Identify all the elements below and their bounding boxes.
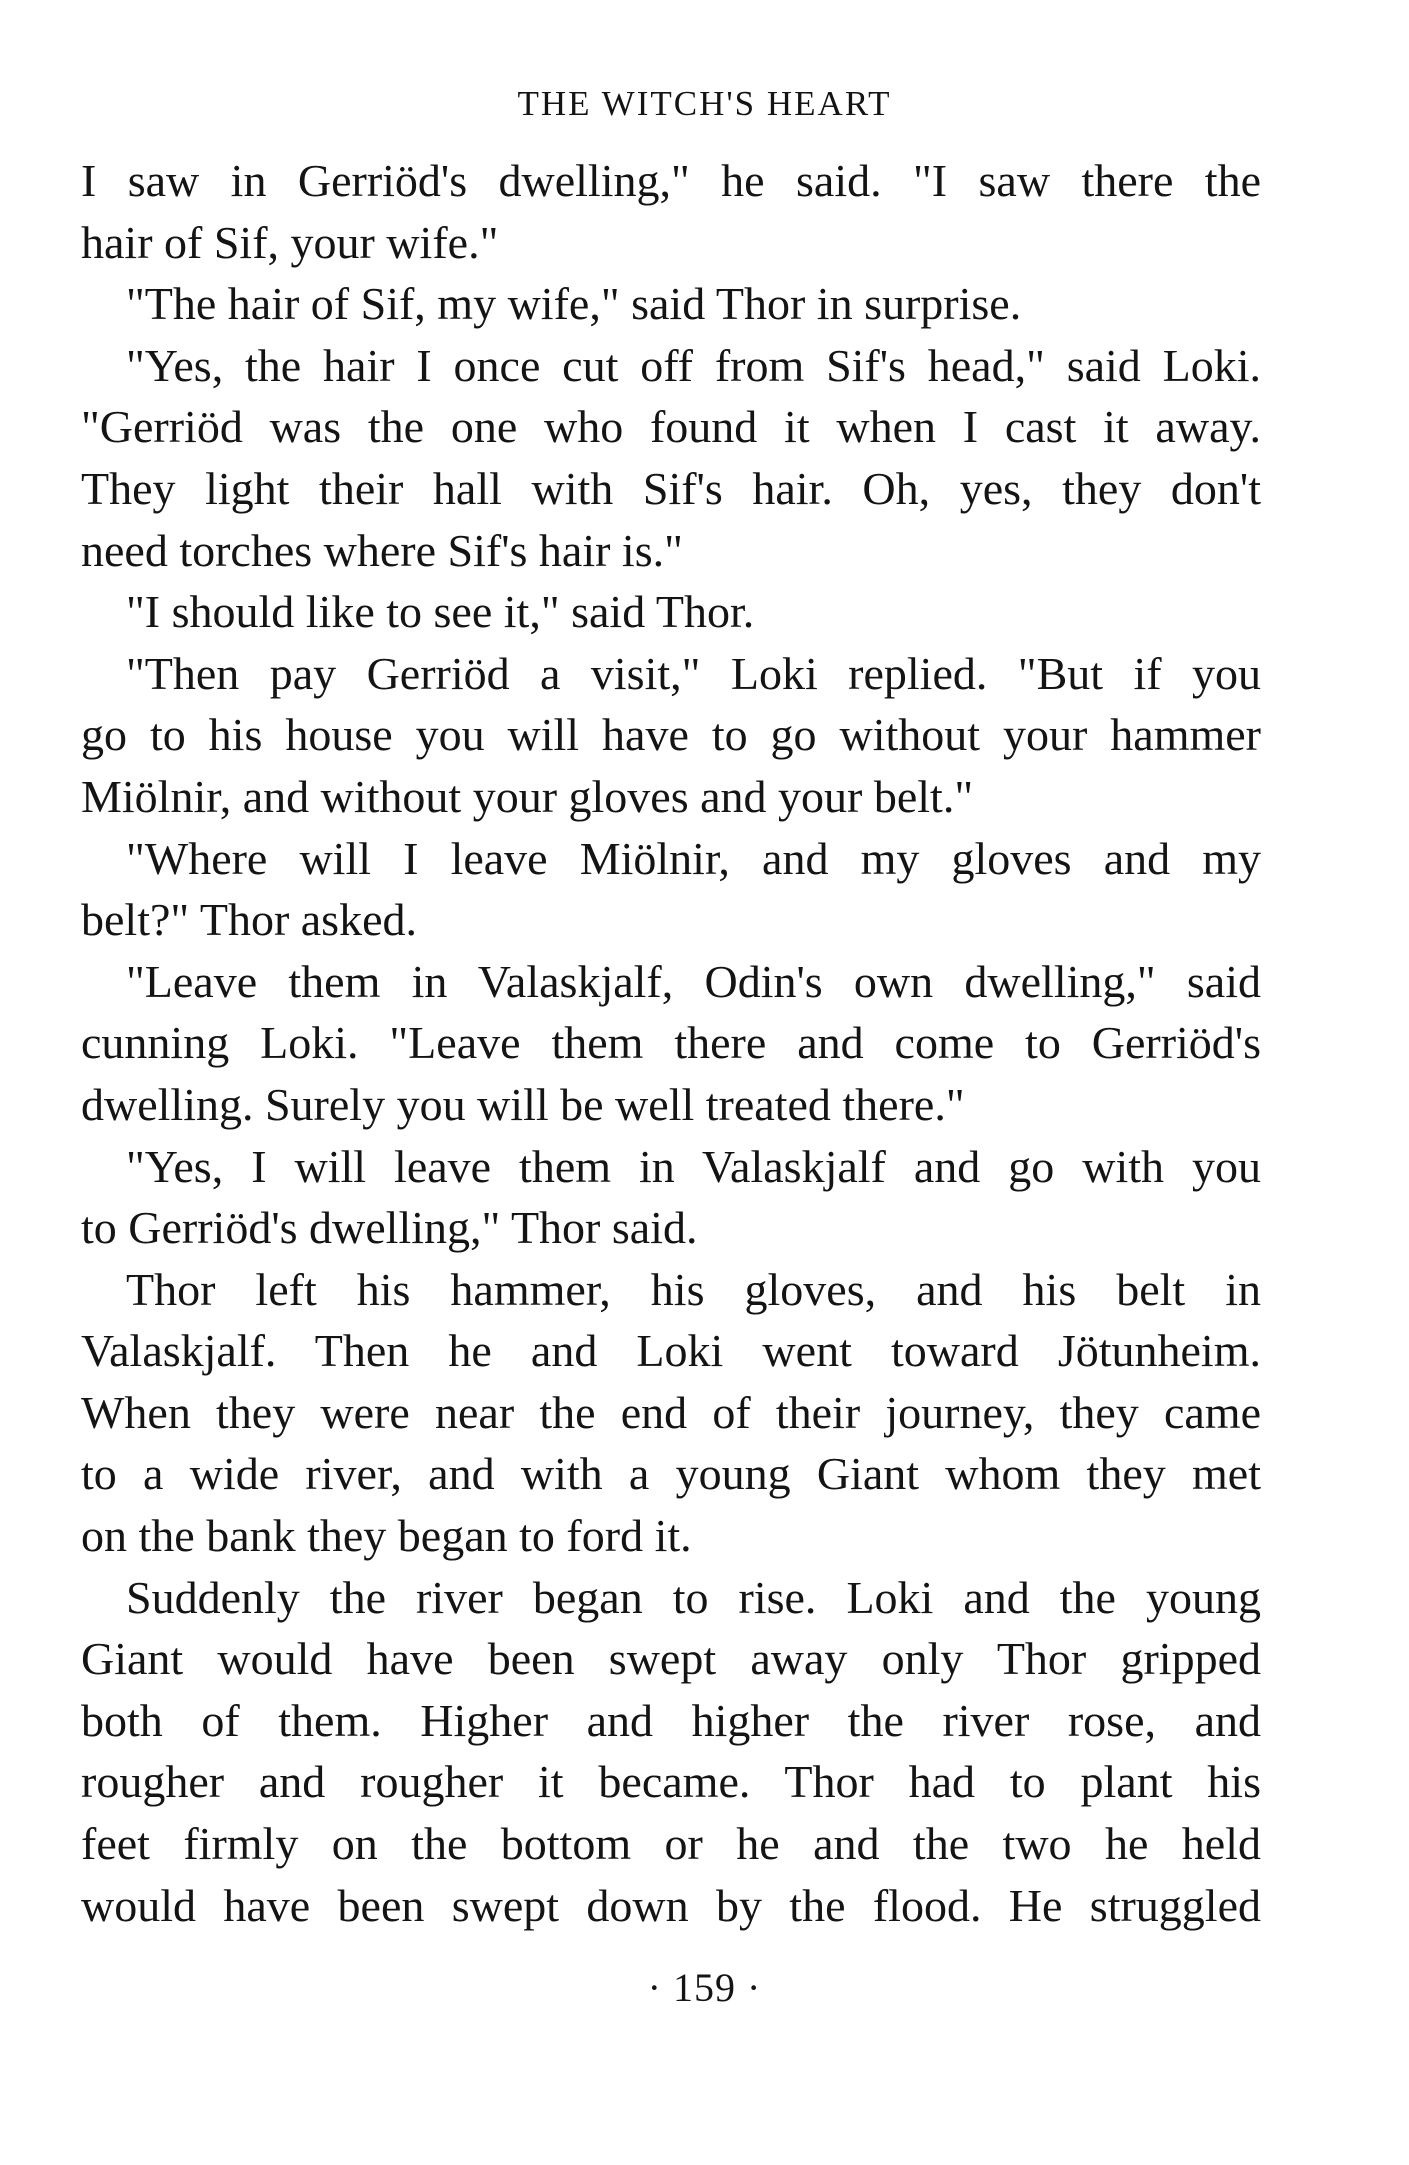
text-line: rougher and rougher it became. Thor had to plant his [81, 1756, 1261, 1808]
text-line: on the bank they began to ford it. [81, 1510, 692, 1562]
text-line: "Where will I leave Miölnir, and my gloves and my [126, 832, 1261, 884]
text-line: to a wide river, and with a young Giant whom they met [81, 1448, 1261, 1500]
text-line: go to his house you will have to go without your hammer [81, 709, 1261, 761]
text-line: They light their hall with Sif's hair. Oh, yes, they don't [81, 462, 1261, 514]
text-line: feet firmly on the bottom or he and the two he held [81, 1818, 1261, 1870]
text-line: When they were near the end of their journey, they came [81, 1386, 1261, 1438]
text-line: Valaskjalf. Then he and Loki went toward Jötunheim. [81, 1325, 1261, 1377]
text-line: "Gerriöd was the one who found it when I cast it away. [81, 401, 1261, 453]
text-line: cunning Loki. "Leave them there and come to Gerriöd's [81, 1017, 1261, 1069]
body-text [81, 150, 1261, 1936]
text-line: Miölnir, and without your gloves and your belt." [81, 770, 974, 822]
text-line: Thor left his hammer, his gloves, and his belt in [126, 1263, 1261, 1315]
text-line: dwelling. Surely you will be well treated there." [81, 1078, 965, 1130]
text-line: Giant would have been swept away only Thor gripped [81, 1633, 1261, 1685]
text-line: would have been swept down by the flood. He struggled [81, 1879, 1261, 1931]
text-line: need torches where Sif's hair is." [81, 524, 683, 576]
running-head: THE WITCH'S HEART [517, 84, 892, 123]
text-line: "I should like to see it," said Thor. [126, 586, 755, 638]
text-line: Suddenly the river began to rise. Loki and the young [126, 1571, 1261, 1623]
text-line: "Then pay Gerriöd a visit," Loki replied. "But if you [126, 647, 1261, 699]
text-line: belt?" Thor asked. [81, 894, 417, 946]
text-line: "Leave them in Valaskjalf, Odin's own dwelling," said [126, 955, 1261, 1007]
text-line: hair of Sif, your wife." [81, 216, 499, 268]
text-line: I saw in Gerriöd's dwelling," he said. "I saw there the [81, 155, 1261, 206]
text-line: to Gerriöd's dwelling," Thor said. [81, 1202, 698, 1254]
page-number: · 159 · [647, 1965, 762, 2010]
text-line: "Yes, the hair I once cut off from Sif's head," said Loki. [126, 339, 1261, 391]
text-line: "Yes, I will leave them in Valaskjalf and go with you [126, 1140, 1261, 1192]
text-line: both of them. Higher and higher the river rose, and [81, 1694, 1261, 1746]
text-line: "The hair of Sif, my wife," said Thor in surprise. [126, 278, 1022, 330]
